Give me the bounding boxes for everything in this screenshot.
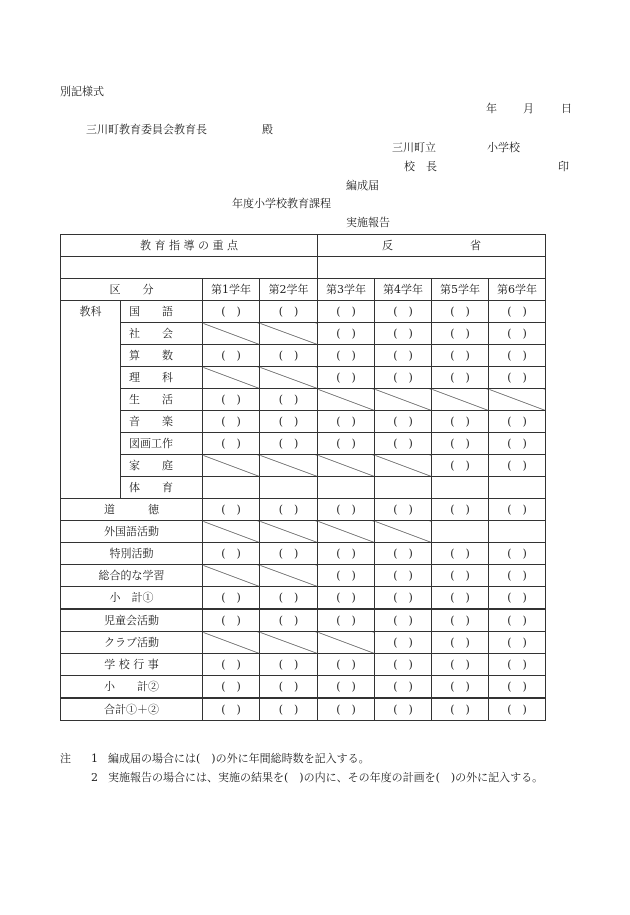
paren-value: ( ): [450, 436, 470, 450]
grade-header: 第5学年: [432, 279, 489, 301]
paren-value: ( ): [393, 304, 413, 318]
hours-cell[interactable]: [318, 301, 375, 323]
hours-cell[interactable]: [432, 676, 489, 699]
hours-cell[interactable]: [375, 433, 432, 455]
hours-cell[interactable]: [260, 389, 318, 411]
paren-value: ( ): [221, 613, 241, 627]
seal-label: 印: [558, 160, 569, 173]
paren-value: ( ): [450, 635, 470, 649]
date-year: 年: [486, 102, 497, 115]
hours-cell[interactable]: [432, 367, 489, 389]
activity-row: [61, 676, 546, 699]
hours-cell[interactable]: [489, 521, 546, 543]
subject-row: [61, 389, 546, 411]
hours-cell[interactable]: [375, 565, 432, 587]
hours-cell[interactable]: [203, 345, 260, 367]
hours-cell[interactable]: [432, 433, 489, 455]
paren-value: ( ): [507, 590, 527, 604]
activity-name: 道 徳: [61, 499, 203, 521]
activity-row: [61, 698, 546, 721]
hours-cell[interactable]: [203, 433, 260, 455]
paren-value: ( ): [450, 326, 470, 340]
grade-header: 第2学年: [260, 279, 318, 301]
paren-value: ( ): [221, 679, 241, 693]
paren-value: ( ): [278, 546, 299, 560]
paren-value: ( ): [221, 590, 241, 604]
paren-value: ( ): [450, 568, 470, 582]
paren-value: ( ): [336, 568, 356, 582]
notes-label: 注: [60, 752, 71, 765]
activity-name: クラブ活動: [61, 632, 203, 654]
subject-row: [61, 433, 546, 455]
hours-cell[interactable]: [318, 587, 375, 610]
paren-value: ( ): [450, 546, 470, 560]
slashed-cell: [318, 389, 375, 411]
paren-value: ( ): [507, 613, 527, 627]
paren-value: ( ): [336, 326, 356, 340]
subject-name: 生 活: [121, 389, 203, 411]
form-label: 別記様式: [60, 85, 104, 98]
slashed-cell: [318, 632, 375, 654]
paren-value: ( ): [507, 414, 527, 428]
paren-value: ( ): [393, 414, 413, 428]
hours-cell[interactable]: [203, 676, 260, 699]
paren-value: ( ): [278, 613, 299, 627]
hours-cell[interactable]: [203, 477, 260, 499]
hours-cell[interactable]: [489, 477, 546, 499]
reflection-input-cell[interactable]: [318, 257, 546, 279]
paren-value: ( ): [278, 392, 299, 406]
hours-cell[interactable]: [203, 301, 260, 323]
hours-cell[interactable]: [203, 698, 260, 721]
subject-row: [61, 455, 546, 477]
hours-cell[interactable]: [432, 477, 489, 499]
hours-cell[interactable]: [489, 676, 546, 699]
paren-value: ( ): [221, 392, 241, 406]
activity-name: 児童会活動: [61, 609, 203, 632]
subject-name: 算 数: [121, 345, 203, 367]
paren-value: ( ): [450, 348, 470, 362]
paren-value: ( ): [336, 702, 356, 716]
hours-cell[interactable]: [432, 654, 489, 676]
subject-row: [61, 323, 546, 345]
paren-value: ( ): [507, 370, 527, 384]
grade-header: 第6学年: [489, 279, 546, 301]
subject-name: 理 科: [121, 367, 203, 389]
subject-name: 家 庭: [121, 455, 203, 477]
paren-value: ( ): [507, 546, 527, 560]
paren-value: ( ): [278, 590, 299, 604]
paren-value: ( ): [507, 304, 527, 318]
paren-value: ( ): [507, 679, 527, 693]
subject-name: 国 語: [121, 301, 203, 323]
focus-input-cell[interactable]: [61, 257, 318, 279]
town-school: 三川町立: [392, 141, 436, 154]
paren-value: ( ): [507, 502, 527, 516]
slashed-cell: [260, 521, 318, 543]
hours-cell[interactable]: [375, 654, 432, 676]
hours-cell[interactable]: [375, 543, 432, 565]
activity-row: [61, 543, 546, 565]
paren-value: ( ): [221, 304, 241, 318]
activity-row: [61, 609, 546, 632]
slashed-cell: [260, 565, 318, 587]
subject-row: [61, 367, 546, 389]
hours-cell[interactable]: [489, 411, 546, 433]
subject-row: [61, 301, 546, 323]
hours-cell[interactable]: [375, 411, 432, 433]
hours-cell[interactable]: [260, 698, 318, 721]
hours-cell[interactable]: [318, 676, 375, 699]
slashed-cell: [260, 367, 318, 389]
activity-row: [61, 632, 546, 654]
hours-cell[interactable]: [375, 609, 432, 632]
hours-cell[interactable]: [375, 632, 432, 654]
subject-group-label: 教科: [61, 301, 121, 499]
paren-value: ( ): [507, 568, 527, 582]
hours-cell[interactable]: [489, 654, 546, 676]
hours-cell[interactable]: [432, 323, 489, 345]
slashed-cell: [375, 521, 432, 543]
activity-row: [61, 587, 546, 610]
subject-name: 音 楽: [121, 411, 203, 433]
focus-header: 教 育 指 導 の 重 点: [61, 235, 318, 257]
note-text: 実施報告の場合には、実施の結果を( )の内に、その年度の計画を( )の外に記入する。: [108, 771, 544, 784]
paren-value: ( ): [221, 702, 241, 716]
hours-cell[interactable]: [260, 433, 318, 455]
paren-value: ( ): [336, 348, 356, 362]
hours-cell[interactable]: [318, 367, 375, 389]
paren-value: ( ): [450, 458, 470, 472]
hours-cell[interactable]: [318, 543, 375, 565]
hours-cell[interactable]: [318, 609, 375, 632]
hours-cell[interactable]: [432, 499, 489, 521]
principal-label: 校 長: [404, 160, 437, 173]
hours-cell[interactable]: [318, 345, 375, 367]
paren-value: ( ): [507, 702, 527, 716]
activity-name: 総合的な学習: [61, 565, 203, 587]
school-suffix: 小学校: [487, 141, 520, 154]
slashed-cell: [375, 389, 432, 411]
hours-cell[interactable]: [318, 477, 375, 499]
paren-value: ( ): [393, 657, 413, 671]
slashed-cell: [203, 455, 260, 477]
paren-value: ( ): [336, 414, 356, 428]
title-line1: 編成届: [346, 179, 379, 192]
hours-cell[interactable]: [260, 587, 318, 610]
slashed-cell: [489, 389, 546, 411]
paren-value: ( ): [278, 702, 299, 716]
grade-header: 第3学年: [318, 279, 375, 301]
hours-cell[interactable]: [318, 323, 375, 345]
slashed-cell: [318, 455, 375, 477]
paren-value: ( ): [393, 326, 413, 340]
activity-row: [61, 499, 546, 521]
paren-value: ( ): [336, 304, 356, 318]
hours-cell[interactable]: [203, 389, 260, 411]
hours-cell[interactable]: [432, 455, 489, 477]
paren-value: ( ): [507, 458, 527, 472]
hours-cell[interactable]: [318, 654, 375, 676]
slashed-cell: [203, 632, 260, 654]
curriculum-table: [60, 234, 546, 721]
paren-value: ( ): [507, 657, 527, 671]
activity-name: 外国語活動: [61, 521, 203, 543]
hours-cell[interactable]: [375, 676, 432, 699]
paren-value: ( ): [393, 635, 413, 649]
hours-cell[interactable]: [203, 543, 260, 565]
subject-row: [61, 477, 546, 499]
paren-value: ( ): [336, 679, 356, 693]
paren-value: ( ): [278, 304, 299, 318]
hours-cell[interactable]: [489, 323, 546, 345]
paren-value: ( ): [450, 414, 470, 428]
hours-cell[interactable]: [489, 587, 546, 610]
paren-value: ( ): [278, 348, 299, 362]
slashed-cell: [432, 389, 489, 411]
activity-name: 学 校 行 事: [61, 654, 203, 676]
paren-value: ( ): [393, 502, 413, 516]
hours-cell[interactable]: [489, 345, 546, 367]
hours-cell[interactable]: [432, 698, 489, 721]
activity-name: 合計①＋②: [61, 698, 203, 721]
hours-cell[interactable]: [432, 543, 489, 565]
paren-value: ( ): [393, 613, 413, 627]
paren-value: ( ): [393, 348, 413, 362]
subject-row: [61, 411, 546, 433]
activity-row: [61, 521, 546, 543]
hours-cell[interactable]: [318, 411, 375, 433]
hours-cell[interactable]: [432, 609, 489, 632]
paren-value: ( ): [221, 414, 241, 428]
hours-cell[interactable]: [375, 367, 432, 389]
hours-cell[interactable]: [318, 433, 375, 455]
hours-cell[interactable]: [375, 587, 432, 610]
paren-value: ( ): [336, 502, 356, 516]
hours-cell[interactable]: [260, 411, 318, 433]
paren-value: ( ): [336, 546, 356, 560]
paren-value: ( ): [336, 657, 356, 671]
paren-value: ( ): [450, 702, 470, 716]
paren-value: ( ): [450, 370, 470, 384]
hours-cell[interactable]: [260, 499, 318, 521]
paren-value: ( ): [221, 348, 241, 362]
paren-value: ( ): [278, 679, 299, 693]
paren-value: ( ): [507, 635, 527, 649]
hours-cell[interactable]: [260, 676, 318, 699]
paren-value: ( ): [278, 502, 299, 516]
hours-cell[interactable]: [432, 521, 489, 543]
paren-value: ( ): [450, 679, 470, 693]
note-number: 1: [91, 752, 98, 765]
slashed-cell: [260, 632, 318, 654]
hours-cell[interactable]: [432, 565, 489, 587]
hours-cell[interactable]: [432, 632, 489, 654]
hours-cell[interactable]: [203, 609, 260, 632]
hours-cell[interactable]: [375, 301, 432, 323]
addressee: 三川町教育委員会教育長: [86, 123, 207, 136]
date-month: 月: [523, 102, 534, 115]
paren-value: ( ): [336, 370, 356, 384]
paren-value: ( ): [393, 370, 413, 384]
hours-cell[interactable]: [489, 455, 546, 477]
hours-cell[interactable]: [489, 565, 546, 587]
hours-cell[interactable]: [432, 411, 489, 433]
paren-value: ( ): [278, 414, 299, 428]
paren-value: ( ): [450, 304, 470, 318]
paren-value: ( ): [336, 613, 356, 627]
hours-cell[interactable]: [375, 477, 432, 499]
hours-cell[interactable]: [375, 499, 432, 521]
paren-value: ( ): [221, 436, 241, 450]
slashed-cell: [318, 521, 375, 543]
subject-name: 図画工作: [121, 433, 203, 455]
paren-value: ( ): [278, 657, 299, 671]
hours-cell[interactable]: [489, 609, 546, 632]
hours-cell[interactable]: [432, 345, 489, 367]
paren-value: ( ): [221, 546, 241, 560]
title-line3: 実施報告: [346, 216, 390, 229]
activity-name: 特別活動: [61, 543, 203, 565]
paren-value: ( ): [507, 348, 527, 362]
paren-value: ( ): [507, 436, 527, 450]
hours-cell[interactable]: [489, 698, 546, 721]
paren-value: ( ): [393, 702, 413, 716]
subject-row: [61, 345, 546, 367]
hours-cell[interactable]: [260, 609, 318, 632]
hours-cell[interactable]: [489, 632, 546, 654]
hours-cell[interactable]: [260, 477, 318, 499]
date-day: 日: [561, 102, 572, 115]
paren-value: ( ): [221, 502, 241, 516]
grade-header: 第1学年: [203, 279, 260, 301]
category-header: 区 分: [61, 279, 203, 301]
subject-name: 社 会: [121, 323, 203, 345]
honorific: 殿: [262, 123, 273, 136]
hours-cell[interactable]: [375, 698, 432, 721]
slashed-cell: [203, 521, 260, 543]
subject-name: 体 育: [121, 477, 203, 499]
slashed-cell: [203, 367, 260, 389]
slashed-cell: [260, 455, 318, 477]
reflection-header: 反 省: [318, 235, 546, 257]
slashed-cell: [203, 323, 260, 345]
activity-name: 小 計①: [61, 587, 203, 610]
paren-value: ( ): [450, 657, 470, 671]
paren-value: ( ): [450, 590, 470, 604]
hours-cell[interactable]: [489, 433, 546, 455]
paren-value: ( ): [336, 436, 356, 450]
paren-value: ( ): [393, 679, 413, 693]
hours-cell[interactable]: [489, 301, 546, 323]
note-number: 2: [91, 771, 98, 784]
paren-value: ( ): [393, 568, 413, 582]
hours-cell[interactable]: [375, 323, 432, 345]
hours-cell[interactable]: [489, 499, 546, 521]
activity-name: 小 計②: [61, 676, 203, 699]
hours-cell[interactable]: [375, 345, 432, 367]
hours-cell[interactable]: [260, 345, 318, 367]
paren-value: ( ): [450, 502, 470, 516]
slashed-cell: [203, 565, 260, 587]
paren-value: ( ): [507, 326, 527, 340]
activity-row: [61, 654, 546, 676]
note-text: 編成届の場合には( )の外に年間総時数を記入する。: [108, 752, 370, 765]
hours-cell[interactable]: [203, 587, 260, 610]
activity-row: [61, 565, 546, 587]
hours-cell[interactable]: [489, 543, 546, 565]
title-line2: 年度小学校教育課程: [232, 197, 331, 210]
hours-cell[interactable]: [318, 565, 375, 587]
paren-value: ( ): [336, 590, 356, 604]
hours-cell[interactable]: [203, 411, 260, 433]
hours-cell[interactable]: [203, 499, 260, 521]
hours-cell[interactable]: [432, 301, 489, 323]
paren-value: ( ): [278, 436, 299, 450]
paren-value: ( ): [221, 657, 241, 671]
hours-cell[interactable]: [260, 301, 318, 323]
paren-value: ( ): [393, 436, 413, 450]
slashed-cell: [260, 323, 318, 345]
hours-cell[interactable]: [260, 654, 318, 676]
slashed-cell: [375, 455, 432, 477]
hours-cell[interactable]: [318, 499, 375, 521]
hours-cell[interactable]: [318, 698, 375, 721]
hours-cell[interactable]: [432, 587, 489, 610]
hours-cell[interactable]: [203, 654, 260, 676]
notes: [60, 749, 550, 787]
grade-header: 第4学年: [375, 279, 432, 301]
paren-value: ( ): [393, 546, 413, 560]
hours-cell[interactable]: [489, 367, 546, 389]
paren-value: ( ): [393, 590, 413, 604]
hours-cell[interactable]: [260, 543, 318, 565]
paren-value: ( ): [450, 613, 470, 627]
